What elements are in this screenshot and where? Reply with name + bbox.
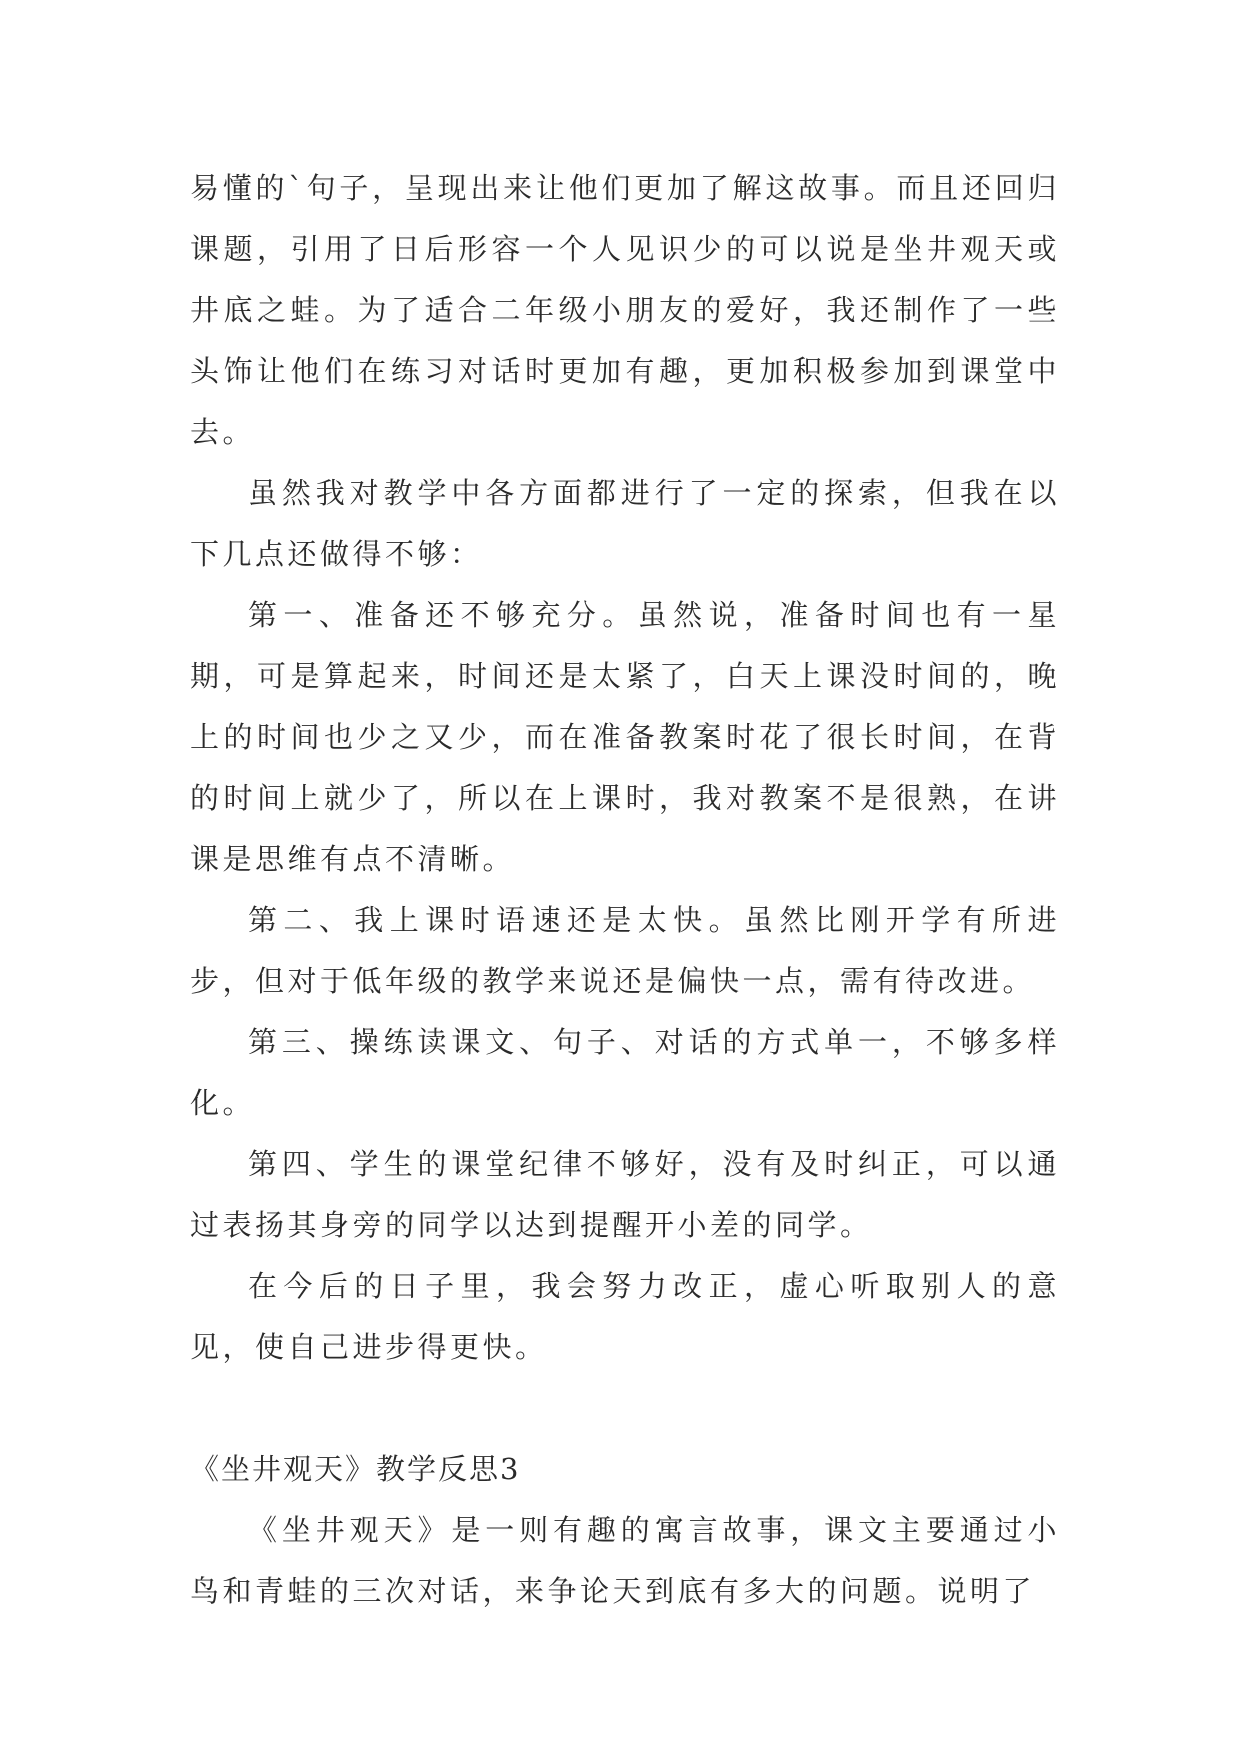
paragraph-continued: 易懂的`句子，呈现出来让他们更加了解这故事。而且还回归课题，引用了日后形容一个人见识少的可以说是坐井观天或井底之蛙。为了适合二年级小朋友的爱好，我还制作了一些头饰让他们在练习对话时更加有趣，更加积极参加到课堂中去。 [190, 171, 1060, 449]
paragraph-closing: 在今后的日子里，我会努力改正，虚心听取别人的意见，使自己进步得更快。 [190, 1269, 1060, 1364]
document-body [190, 158, 1060, 1622]
section-spacer [190, 1378, 1060, 1439]
paragraph-point-two: 第二、我上课时语速还是太快。虽然比刚开学有所进步，但对于低年级的教学来说还是偏快一点，需有待改进。 [190, 903, 1060, 998]
paragraph-point-one: 第一、准备还不够充分。虽然说，准备时间也有一星期，可是算起来，时间还是太紧了，白天上课没时间的，晚上的时间也少之又少，而在准备教案时花了很长时间，在背的时间上就少了，所以在上课时，我对教案不是很熟，在讲课是思维有点不清晰。 [190, 598, 1060, 876]
section-paragraph: 《坐井观天》是一则有趣的寓言故事，课文主要通过小鸟和青蛙的三次对话，来争论天到底有多大的问题。说明了 [190, 1513, 1060, 1608]
paragraph-point-four: 第四、学生的课堂纪律不够好，没有及时纠正，可以通过表扬其身旁的同学以达到提醒开小差的同学。 [190, 1147, 1060, 1242]
paragraph-shortcomings-intro: 虽然我对教学中各方面都进行了一定的探索，但我在以下几点还做得不够： [190, 476, 1060, 571]
paragraph-point-three: 第三、操练读课文、句子、对话的方式单一，不够多样化。 [190, 1025, 1060, 1120]
section-title: 《坐井观天》教学反思3 [190, 1452, 521, 1486]
